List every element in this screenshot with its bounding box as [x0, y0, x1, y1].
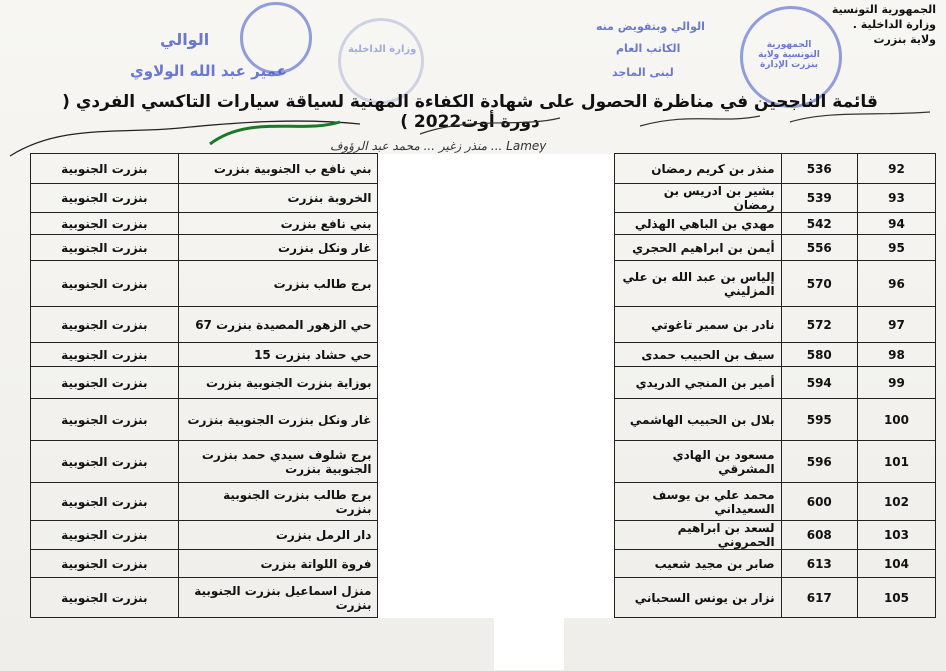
candidate-code: 594 — [781, 367, 857, 399]
candidate-code: 572 — [781, 307, 857, 343]
candidate-code: 570 — [781, 261, 857, 307]
row-number: 95 — [857, 235, 935, 261]
stamp-line-1: الوالي وبتفويض منه — [596, 20, 705, 33]
candidate-name: مسعود بن الهادي المشرقي — [614, 441, 781, 483]
candidate-code: 542 — [781, 213, 857, 235]
delegation: بنزرت الجنوبية — [31, 578, 179, 618]
stamp-label-left: الوالي — [160, 30, 210, 49]
delegation: بنزرت الجنوبية — [31, 521, 179, 550]
table-row — [31, 367, 936, 399]
row-number: 93 — [857, 184, 935, 213]
candidate-address: برج طالب بنزرت — [178, 261, 378, 307]
delegation: بنزرت الجنوبية — [31, 399, 179, 441]
candidate-address: بوزاية بنزرت الجنوبية بنزرت — [178, 367, 378, 399]
candidate-name: لسعد بن ابراهيم الحمروني — [614, 521, 781, 550]
row-number: 101 — [857, 441, 935, 483]
delegation: بنزرت الجنوبية — [31, 483, 179, 521]
table-row — [31, 441, 936, 483]
table-row — [31, 578, 936, 618]
table-row — [31, 261, 936, 307]
delegation: بنزرت الجنوبية — [31, 184, 179, 213]
candidate-code: 608 — [781, 521, 857, 550]
candidate-code: 596 — [781, 441, 857, 483]
delegation: بنزرت الجنوبية — [31, 213, 179, 235]
table-row — [31, 307, 936, 343]
stamp-line-3: لبنى الماجد — [612, 66, 674, 79]
candidate-name: صابر بن مجيد شعيب — [614, 550, 781, 578]
candidate-address: غار ونكل بنزرت — [178, 235, 378, 261]
row-number: 104 — [857, 550, 935, 578]
delegation: بنزرت الجنوبية — [31, 343, 179, 367]
stamp-label-center: وزارة الداخلية — [348, 44, 417, 55]
candidate-code: 580 — [781, 343, 857, 367]
table-row — [31, 550, 936, 578]
delegation: بنزرت الجنوبية — [31, 261, 179, 307]
candidate-address: دار الرمل بنزرت — [178, 521, 378, 550]
table-row — [31, 154, 936, 184]
candidate-name: أيمن بن ابراهيم الحجري — [614, 235, 781, 261]
delegation: بنزرت الجنوبية — [31, 235, 179, 261]
table-row — [31, 521, 936, 550]
delegation: بنزرت الجنوبية — [31, 307, 179, 343]
candidate-name: نادر بن سمير تاغوتي — [614, 307, 781, 343]
candidate-address: بني نافع ب الجنوبية بنزرت — [178, 154, 378, 184]
candidate-code: 556 — [781, 235, 857, 261]
stamp-round-right-text: الجمهورية التونسية ولاية بنزرت الإدارة — [758, 40, 820, 70]
candidate-name: بلال بن الحبيب الهاشمي — [614, 399, 781, 441]
row-number: 105 — [857, 578, 935, 618]
stamp-line-2: الكاتب العام — [616, 42, 681, 55]
country-name: الجمهورية التونسية — [831, 3, 936, 16]
candidate-address: فروة اللواتة بنزرت — [178, 550, 378, 578]
candidate-code: 617 — [781, 578, 857, 618]
candidate-address: برج طالب بنزرت الجنوبية بنزرت — [178, 483, 378, 521]
candidate-name: إلياس بن عبد الله بن علي المزليني — [614, 261, 781, 307]
candidate-name: نزار بن يونس السحباني — [614, 578, 781, 618]
row-number: 96 — [857, 261, 935, 307]
table-row — [31, 483, 936, 521]
table-row — [31, 399, 936, 441]
letterhead — [832, 2, 936, 47]
row-number: 103 — [857, 521, 935, 550]
redaction-block — [494, 160, 564, 670]
row-number: 102 — [857, 483, 935, 521]
candidate-name: مهدي بن الباهي الهذلي — [614, 213, 781, 235]
candidate-address: بني نافع بنزرت — [178, 213, 378, 235]
candidate-address: الخروبة بنزرت — [178, 184, 378, 213]
candidate-name: سيف بن الحبيب حمدى — [614, 343, 781, 367]
candidate-address: حي الزهور المصيدة بنزرت 67 — [178, 307, 378, 343]
candidate-address: حي حشاد بنزرت 15 — [178, 343, 378, 367]
delegation: بنزرت الجنوبية — [31, 367, 179, 399]
row-number: 97 — [857, 307, 935, 343]
signature-text: منذر زغير ... محمد عبد الرؤوف ... Lamey — [330, 139, 547, 153]
candidate-address: برج شلوف سيدي حمد بنزرت الجنوبية بنزرت — [178, 441, 378, 483]
document-title: قائمة الناجحين في مناظرة الحصول على شهادة الكفاءة المهنية لسياقة سيارات التاكسي الفردي ( دورة أوت2022 ) — [62, 92, 878, 132]
candidate-name: بشير بن ادريس بن رمضان — [614, 184, 781, 213]
delegation: بنزرت الجنوبية — [31, 550, 179, 578]
row-number: 99 — [857, 367, 935, 399]
row-number: 94 — [857, 213, 935, 235]
candidate-code: 613 — [781, 550, 857, 578]
table-row — [31, 184, 936, 213]
row-number: 98 — [857, 343, 935, 367]
delegation: بنزرت الجنوبية — [31, 154, 179, 184]
table-row — [31, 343, 936, 367]
candidate-code: 539 — [781, 184, 857, 213]
candidate-address: غار ونكل بنزرت الجنوبية بنزرت — [178, 399, 378, 441]
row-number: 92 — [857, 154, 935, 184]
candidate-name: أمير بن المنجي الدريدي — [614, 367, 781, 399]
results-table — [30, 153, 936, 618]
candidate-code: 595 — [781, 399, 857, 441]
ministry-name: وزارة الداخلية . — [852, 18, 936, 31]
delegation: بنزرت الجنوبية — [31, 441, 179, 483]
table-row — [31, 235, 936, 261]
stamp-signature-left: عمير عبد الله الولاوي — [130, 62, 287, 80]
candidate-code: 600 — [781, 483, 857, 521]
governorate-name: ولاية بنزرت — [873, 33, 936, 46]
candidate-code: 536 — [781, 154, 857, 184]
candidate-address: منزل اسماعيل بنزرت الجنوبية بنزرت — [178, 578, 378, 618]
row-number: 100 — [857, 399, 935, 441]
candidate-name: محمد علي بن يوسف السعيداني — [614, 483, 781, 521]
candidate-name: منذر بن كريم رمضان — [614, 154, 781, 184]
table-row — [31, 213, 936, 235]
